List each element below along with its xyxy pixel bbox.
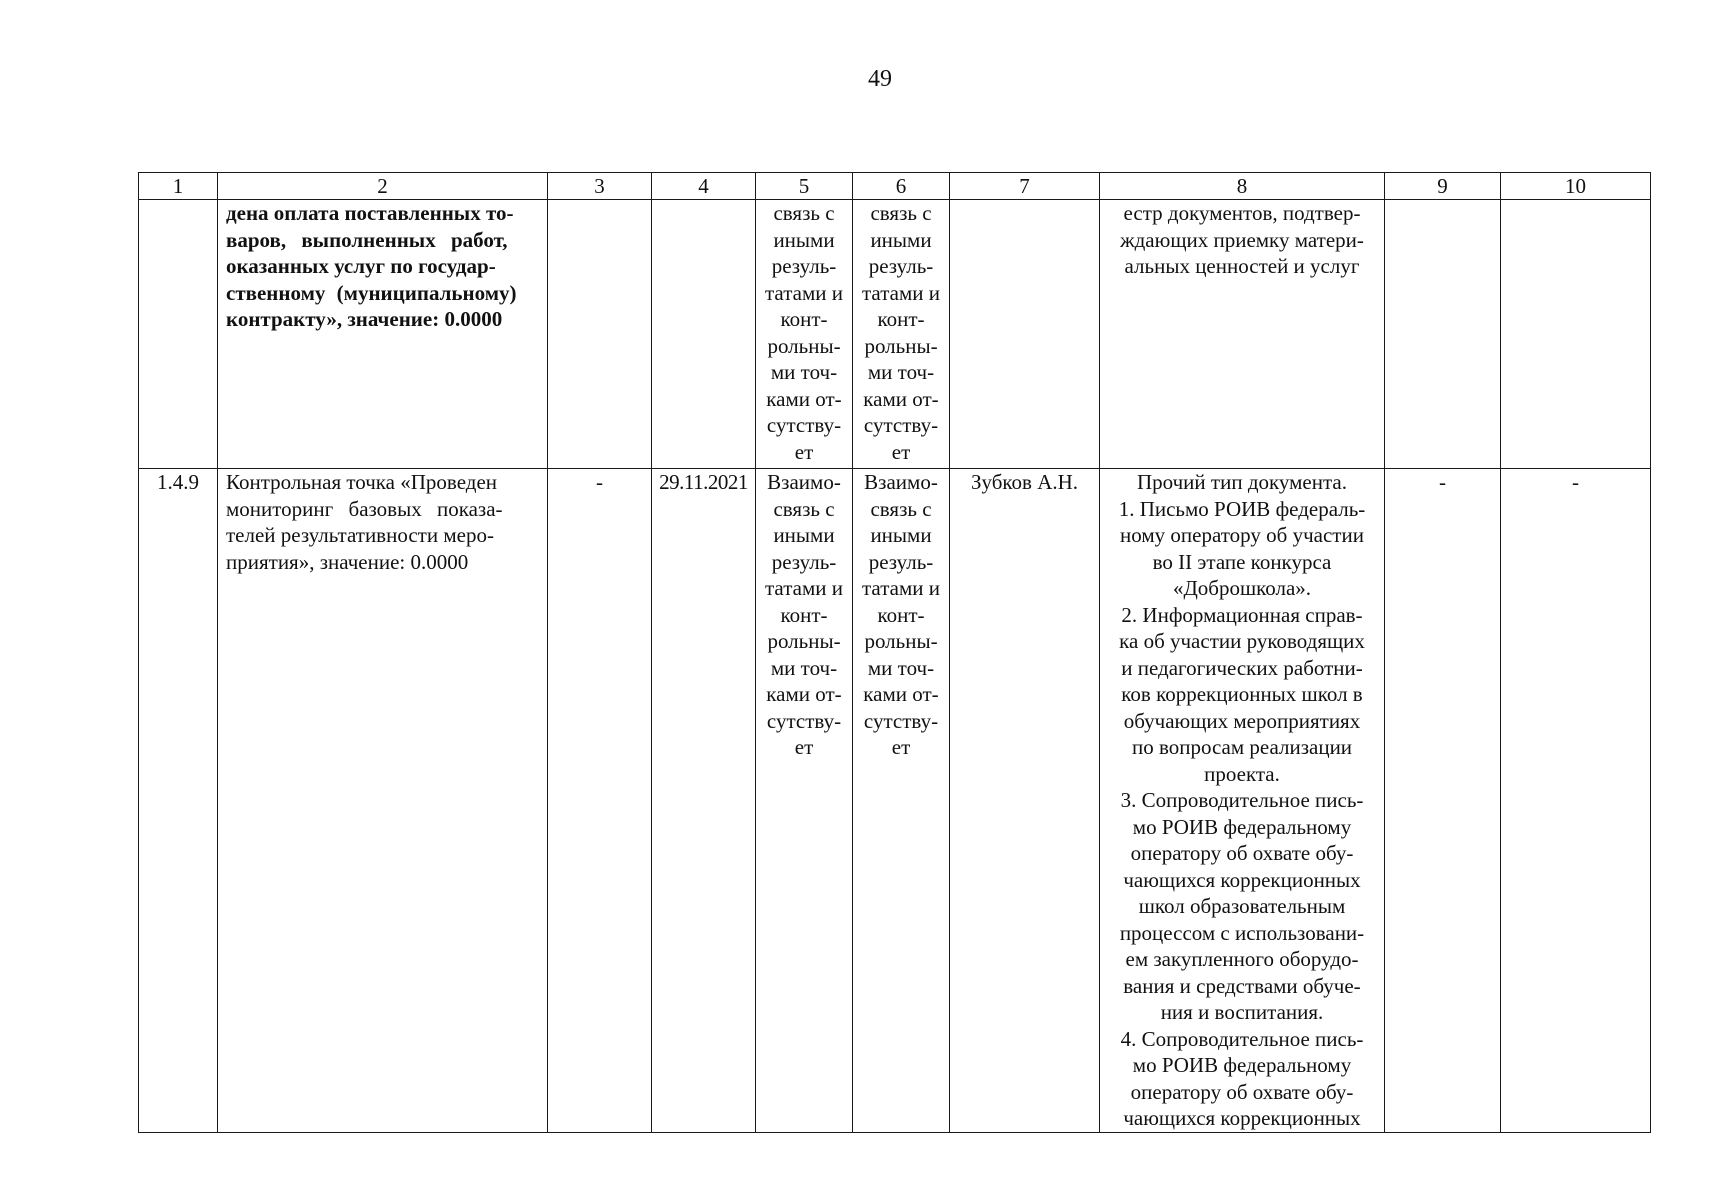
successor-cell xyxy=(853,469,950,1133)
document-line: школ образовательным xyxy=(1138,894,1346,918)
successor-line: ками от- xyxy=(863,682,939,706)
document-line: проекта. xyxy=(1204,761,1280,786)
successor-line: иными xyxy=(870,523,932,547)
document-line: оператору об охвате обу- xyxy=(1130,1079,1354,1104)
description-line: контракту», значение: 0.0000 xyxy=(226,307,503,331)
successor-line: ет xyxy=(891,735,911,759)
successor-line: ми точ- xyxy=(867,655,935,680)
header-cell-4: 4 xyxy=(652,173,756,200)
header-cell-5: 5 xyxy=(756,173,853,200)
predecessor-line: ми точ- xyxy=(770,655,838,680)
successor-line: ет xyxy=(891,439,911,464)
predecessor-line: рольны- xyxy=(767,333,841,358)
predecessor-line: иными xyxy=(773,523,835,547)
table-row-1-4-9 xyxy=(139,469,1651,1133)
document-line: во II этапе конкурса xyxy=(1152,549,1332,574)
document-line: вания и средствами обуче- xyxy=(1123,973,1361,998)
header-cell-8: 8 xyxy=(1100,173,1385,200)
description-line: телей результативности меро- xyxy=(226,523,494,547)
document-line: по вопросам реализации xyxy=(1131,735,1353,759)
predecessor-line: рольны- xyxy=(767,629,841,653)
table-header-row xyxy=(139,173,1651,200)
document-line: оператору об охвате обу- xyxy=(1130,841,1354,865)
successor-line: конт- xyxy=(877,307,925,331)
document-line: естр документов, подтвер- xyxy=(1123,201,1361,225)
document-line: ка об участии руководящих xyxy=(1119,629,1365,653)
document-line: Прочий тип документа. xyxy=(1137,470,1347,494)
header-cell-1: 1 xyxy=(139,173,218,200)
document-line: 3. Сопроводительное пись- xyxy=(1120,788,1364,812)
responsible-cell: Зубков А.Н. xyxy=(950,469,1100,1133)
table-row-continuation xyxy=(139,200,1651,469)
predecessor-line: татами и xyxy=(765,576,843,600)
predecessor-line: Взаимо- xyxy=(767,470,841,494)
responsible-cell xyxy=(950,200,1100,469)
document-line: процессом с использовани- xyxy=(1119,920,1365,945)
successor-line: рольны- xyxy=(864,333,938,358)
document-line: ния и воспитания. xyxy=(1160,1000,1324,1024)
description-line: ственному (муниципальному) xyxy=(226,280,517,305)
description-line: варов, выполненных работ, xyxy=(226,227,508,252)
document-line: альных ценностей и услуг xyxy=(1124,254,1360,278)
predecessor-line: резуль- xyxy=(771,254,837,278)
predecessor-line: ми точ- xyxy=(770,360,838,384)
end-date-cell: 29.11.2021 xyxy=(652,469,756,1133)
predecessor-cell xyxy=(756,200,853,469)
predecessor-line: сутству- xyxy=(766,708,842,733)
document-line: ному оператору об участии xyxy=(1120,523,1364,547)
document-line: «Доброшкола». xyxy=(1172,576,1312,600)
document-line: чающихся коррекционных xyxy=(1123,867,1361,892)
document-line: ков коррекционных школ в xyxy=(1121,682,1363,706)
document-line: чающихся коррекционных xyxy=(1123,1106,1361,1130)
header-cell-10: 10 xyxy=(1501,173,1651,200)
successor-line: резуль- xyxy=(868,549,934,574)
successor-line: иными xyxy=(870,227,932,252)
control-cell: - xyxy=(1501,469,1651,1133)
predecessor-line: ет xyxy=(794,735,814,759)
document-line: мо РОИВ федеральному xyxy=(1132,1053,1352,1077)
successor-line: Взаимо- xyxy=(864,470,938,494)
successor-line: татами и xyxy=(862,576,940,600)
predecessor-line: ет xyxy=(794,439,814,464)
header-cell-7: 7 xyxy=(950,173,1100,200)
successor-line: татами и xyxy=(862,280,940,305)
document-line: 1. Письмо РОИВ федераль- xyxy=(1118,496,1366,521)
successor-line: сутству- xyxy=(863,413,939,437)
milestone-description-cell xyxy=(218,469,548,1133)
end-date-cell xyxy=(652,200,756,469)
document-table xyxy=(138,172,1651,1133)
predecessor-line: сутству- xyxy=(766,413,842,437)
predecessor-line: связь с xyxy=(773,496,835,521)
document-type-cell xyxy=(1100,200,1385,469)
document-type-cell xyxy=(1100,469,1385,1133)
predecessor-line: ками от- xyxy=(766,386,842,411)
page-number: 49 xyxy=(868,66,892,92)
predecessor-line: татами и xyxy=(765,280,843,305)
successor-line: сутству- xyxy=(863,708,939,733)
document-line: обучающих мероприятиях xyxy=(1123,708,1361,733)
start-date-cell xyxy=(548,200,652,469)
header-cell-3: 3 xyxy=(548,173,652,200)
successor-line: связь с xyxy=(870,496,932,521)
document-line: ем закупленного оборудо- xyxy=(1125,947,1359,971)
successor-line: ками от- xyxy=(863,386,939,411)
document-line: мо РОИВ федеральному xyxy=(1132,814,1352,839)
successor-cell xyxy=(853,200,950,469)
successor-line: связь с xyxy=(870,201,932,225)
level-cell: - xyxy=(1385,469,1501,1133)
predecessor-line: конт- xyxy=(780,307,828,331)
description-line: Контрольная точка «Проведен xyxy=(226,470,498,494)
control-cell xyxy=(1501,200,1651,469)
predecessor-line: ками от- xyxy=(766,682,842,706)
header-cell-6: 6 xyxy=(853,173,950,200)
level-cell xyxy=(1385,200,1501,469)
header-cell-9: 9 xyxy=(1385,173,1501,200)
row-number-cell xyxy=(139,200,218,469)
document-line: 2. Информационная справ- xyxy=(1121,602,1363,627)
header-cell-2: 2 xyxy=(218,173,548,200)
start-date-cell: - xyxy=(548,469,652,1133)
document-line: ждающих приемку матери- xyxy=(1120,227,1364,252)
document-line: 4. Сопроводительное пись- xyxy=(1120,1026,1364,1051)
predecessor-line: конт- xyxy=(780,602,828,627)
predecessor-line: связь с xyxy=(773,201,835,225)
successor-line: резуль- xyxy=(868,254,934,278)
description-line: оказанных услуг по государ- xyxy=(226,254,496,278)
successor-line: ми точ- xyxy=(867,360,935,384)
row-number-cell: 1.4.9 xyxy=(139,469,218,1133)
predecessor-cell xyxy=(756,469,853,1133)
predecessor-line: иными xyxy=(773,227,835,252)
description-line: приятия», значение: 0.0000 xyxy=(226,549,469,574)
description-line: дена оплата поставленных то- xyxy=(226,201,514,225)
successor-line: конт- xyxy=(877,602,925,627)
document-line: и педагогических работни- xyxy=(1121,655,1363,680)
successor-line: рольны- xyxy=(864,629,938,653)
milestone-description-cell xyxy=(218,200,548,469)
predecessor-line: резуль- xyxy=(771,549,837,574)
description-line: мониторинг базовых показа- xyxy=(226,496,503,521)
